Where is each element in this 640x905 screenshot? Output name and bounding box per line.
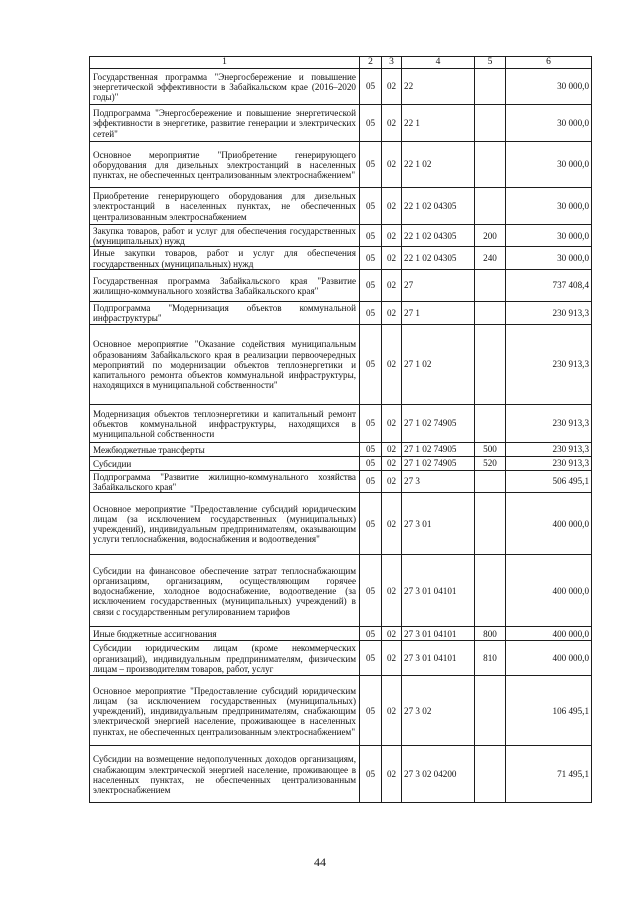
- row-expense-type-cell: 800: [475, 627, 506, 641]
- budget-table-page: [89, 56, 591, 803]
- row-amount-cell: 30 000,0: [506, 69, 592, 105]
- row-target-article-cell: 27 3 01 04101: [402, 641, 475, 676]
- row-target-article-cell: 27 1 02 74905: [402, 442, 475, 456]
- row-name-cell: Подпрограмма "Развитие жилищно-коммунального хозяйства Забайкальского края": [90, 470, 360, 492]
- row-section-cell: 05: [360, 641, 382, 676]
- row-name-cell: Основное мероприятие "Оказание содействия муниципальным образованиям Забайкальского края в реализации первоочередных мероприятий по модернизации объектов теплоэнергетики и капитального ремонта объектов коммунальной инфраструктуры, находящихся в муниципальной собственности": [90, 324, 360, 404]
- table-row: [90, 247, 592, 269]
- table-row: [90, 301, 592, 324]
- row-name-cell: Межбюджетные трансферты: [90, 442, 360, 456]
- column-header-expense-type: 5: [475, 57, 506, 69]
- row-amount-cell: 30 000,0: [506, 188, 592, 225]
- row-section-cell: 05: [360, 456, 382, 470]
- table-row: [90, 188, 592, 225]
- row-section-cell: 05: [360, 404, 382, 442]
- row-amount-cell: 400 000,0: [506, 555, 592, 627]
- row-section-cell: 05: [360, 188, 382, 225]
- row-amount-cell: 400 000,0: [506, 627, 592, 641]
- table-row: [90, 442, 592, 456]
- row-subsection-cell: 02: [382, 142, 402, 188]
- row-expense-type-cell: [475, 142, 506, 188]
- row-name-cell: Субсидии на возмещение недополученных доходов организациям, снабжающим электрической энергией население, проживающее в населенных пунктах, не обеспеченных централизованным электроснабжением: [90, 746, 360, 803]
- row-subsection-cell: 02: [382, 225, 402, 247]
- row-section-cell: 05: [360, 470, 382, 492]
- row-subsection-cell: 02: [382, 324, 402, 404]
- column-header-name: 1: [90, 57, 360, 69]
- row-expense-type-cell: 500: [475, 442, 506, 456]
- row-subsection-cell: 02: [382, 188, 402, 225]
- row-expense-type-cell: [475, 746, 506, 803]
- row-target-article-cell: 27 3 01 04101: [402, 555, 475, 627]
- row-name-cell: Приобретение генерирующего оборудования для дизельных электростанций в населенных пунктах, не обеспеченных централизованным электроснабжением: [90, 188, 360, 225]
- table-body: [90, 69, 592, 803]
- row-target-article-cell: 27: [402, 269, 475, 301]
- row-expense-type-cell: [475, 493, 506, 555]
- row-target-article-cell: 27 3: [402, 470, 475, 492]
- row-expense-type-cell: 240: [475, 247, 506, 269]
- row-expense-type-cell: [475, 555, 506, 627]
- row-name-cell: Подпрограмма "Энергосбережение и повышение энергетической эффективности в энергетике, развитие генерации и электрических сетей": [90, 105, 360, 142]
- row-section-cell: 05: [360, 442, 382, 456]
- row-amount-cell: 230 913,3: [506, 324, 592, 404]
- row-subsection-cell: 02: [382, 105, 402, 142]
- column-header-amount: 6: [506, 57, 592, 69]
- row-expense-type-cell: 520: [475, 456, 506, 470]
- row-name-cell: Субсидии на финансовое обеспечение затрат теплоснабжающим организациям, организациям, осуществляющим горячее водоснабжение, холодное водоснабжение, водоотведение (за исключением государственных (муниципальных) учреждений) в связи с государственным регулированием тарифов: [90, 555, 360, 627]
- row-target-article-cell: 27 3 01 04101: [402, 627, 475, 641]
- table-row: [90, 676, 592, 746]
- row-section-cell: 05: [360, 493, 382, 555]
- row-target-article-cell: 27 1 02 74905: [402, 404, 475, 442]
- page-number: 44: [314, 855, 326, 869]
- column-header-section: 2: [360, 57, 382, 69]
- row-amount-cell: 230 913,3: [506, 404, 592, 442]
- table-row: [90, 456, 592, 470]
- row-amount-cell: 30 000,0: [506, 225, 592, 247]
- row-section-cell: 05: [360, 105, 382, 142]
- row-subsection-cell: 02: [382, 404, 402, 442]
- row-section-cell: 05: [360, 142, 382, 188]
- table-row: [90, 627, 592, 641]
- row-name-cell: Основное мероприятие "Предоставление субсидий юридическим лицам (за исключением государственных (муниципальных) учреждений), индивидуальным предпринимателям, снабжающим электрической энергией население, проживающее в населенных пунктах, не обеспеченных централизованным электроснабжением": [90, 676, 360, 746]
- row-target-article-cell: 27 1 02: [402, 324, 475, 404]
- table-row: [90, 269, 592, 301]
- column-header-target-article: 4: [402, 57, 475, 69]
- row-subsection-cell: 02: [382, 641, 402, 676]
- row-subsection-cell: 02: [382, 456, 402, 470]
- row-subsection-cell: 02: [382, 442, 402, 456]
- row-target-article-cell: 22 1: [402, 105, 475, 142]
- row-section-cell: 05: [360, 269, 382, 301]
- row-section-cell: 05: [360, 676, 382, 746]
- row-name-cell: Субсидии юридическим лицам (кроме некоммерческих организаций), индивидуальным предпринимателям, физическим лицам – производителям товаров, работ, услуг: [90, 641, 360, 676]
- row-expense-type-cell: [475, 105, 506, 142]
- budget-table: [89, 56, 592, 803]
- table-row: [90, 555, 592, 627]
- row-expense-type-cell: [475, 69, 506, 105]
- row-amount-cell: 71 495,1: [506, 746, 592, 803]
- row-name-cell: Субсидии: [90, 456, 360, 470]
- row-section-cell: 05: [360, 324, 382, 404]
- table-header-row: [90, 57, 592, 69]
- row-amount-cell: 230 913,3: [506, 456, 592, 470]
- row-section-cell: 05: [360, 555, 382, 627]
- row-subsection-cell: 02: [382, 493, 402, 555]
- row-section-cell: 05: [360, 225, 382, 247]
- row-target-article-cell: 27 1: [402, 301, 475, 324]
- row-target-article-cell: 22 1 02 04305: [402, 188, 475, 225]
- row-section-cell: 05: [360, 69, 382, 105]
- row-target-article-cell: 22 1 02: [402, 142, 475, 188]
- table-row: [90, 69, 592, 105]
- row-amount-cell: 230 913,3: [506, 301, 592, 324]
- row-subsection-cell: 02: [382, 746, 402, 803]
- row-expense-type-cell: [475, 404, 506, 442]
- table-row: [90, 142, 592, 188]
- table-row: [90, 470, 592, 492]
- row-amount-cell: 400 000,0: [506, 641, 592, 676]
- row-target-article-cell: 22: [402, 69, 475, 105]
- row-target-article-cell: 27 1 02 74905: [402, 456, 475, 470]
- row-expense-type-cell: [475, 324, 506, 404]
- row-amount-cell: 30 000,0: [506, 142, 592, 188]
- row-expense-type-cell: [475, 269, 506, 301]
- row-subsection-cell: 02: [382, 676, 402, 746]
- row-expense-type-cell: 810: [475, 641, 506, 676]
- row-subsection-cell: 02: [382, 627, 402, 641]
- row-name-cell: Основное мероприятие "Приобретение генерирующего оборудования для дизельных электростанций в населенных пунктах, не обеспеченных централизованным электроснабжением": [90, 142, 360, 188]
- row-name-cell: Основное мероприятие "Предоставление субсидий юридическим лицам (за исключением государственных (муниципальных) учреждений), индивидуальным предпринимателям, оказывающим услуги теплоснабжения, водоснабжения и водоотведения": [90, 493, 360, 555]
- row-name-cell: Закупка товаров, работ и услуг для обеспечения государственных (муниципальных) нужд: [90, 225, 360, 247]
- row-amount-cell: 30 000,0: [506, 247, 592, 269]
- row-expense-type-cell: [475, 188, 506, 225]
- row-target-article-cell: 22 1 02 04305: [402, 225, 475, 247]
- row-name-cell: Иные закупки товаров, работ и услуг для обеспечения государственных (муниципальных) нужд: [90, 247, 360, 269]
- row-target-article-cell: 27 3 02 04200: [402, 746, 475, 803]
- row-subsection-cell: 02: [382, 247, 402, 269]
- row-name-cell: Иные бюджетные ассигнования: [90, 627, 360, 641]
- row-amount-cell: 506 495,1: [506, 470, 592, 492]
- table-row: [90, 493, 592, 555]
- row-name-cell: Государственная программа "Энергосбережение и повышение энергетической эффективности в Забайкальском крае (2016–2020 годы)": [90, 69, 360, 105]
- table-row: [90, 404, 592, 442]
- row-target-article-cell: 22 1 02 04305: [402, 247, 475, 269]
- row-amount-cell: 230 913,3: [506, 442, 592, 456]
- table-row: [90, 324, 592, 404]
- row-subsection-cell: 02: [382, 269, 402, 301]
- table-row: [90, 641, 592, 676]
- row-expense-type-cell: [475, 301, 506, 324]
- row-subsection-cell: 02: [382, 470, 402, 492]
- row-amount-cell: 400 000,0: [506, 493, 592, 555]
- row-expense-type-cell: 200: [475, 225, 506, 247]
- row-subsection-cell: 02: [382, 555, 402, 627]
- table-row: [90, 225, 592, 247]
- row-target-article-cell: 27 3 01: [402, 493, 475, 555]
- row-name-cell: Подпрограмма "Модернизация объектов коммунальной инфраструктуры": [90, 301, 360, 324]
- row-target-article-cell: 27 3 02: [402, 676, 475, 746]
- row-section-cell: 05: [360, 627, 382, 641]
- row-amount-cell: 106 495,1: [506, 676, 592, 746]
- row-name-cell: Государственная программа Забайкальского края "Развитие жилищно-коммунального хозяйства Забайкальского края": [90, 269, 360, 301]
- row-expense-type-cell: [475, 470, 506, 492]
- row-expense-type-cell: [475, 676, 506, 746]
- row-section-cell: 05: [360, 247, 382, 269]
- row-name-cell: Модернизация объектов теплоэнергетики и капитальный ремонт объектов коммунальной инфраструктуры, находящихся в муниципальной собственности: [90, 404, 360, 442]
- column-header-subsection: 3: [382, 57, 402, 69]
- row-subsection-cell: 02: [382, 69, 402, 105]
- row-amount-cell: 737 408,4: [506, 269, 592, 301]
- row-section-cell: 05: [360, 746, 382, 803]
- row-section-cell: 05: [360, 301, 382, 324]
- table-row: [90, 105, 592, 142]
- table-row: [90, 746, 592, 803]
- row-amount-cell: 30 000,0: [506, 105, 592, 142]
- row-subsection-cell: 02: [382, 301, 402, 324]
